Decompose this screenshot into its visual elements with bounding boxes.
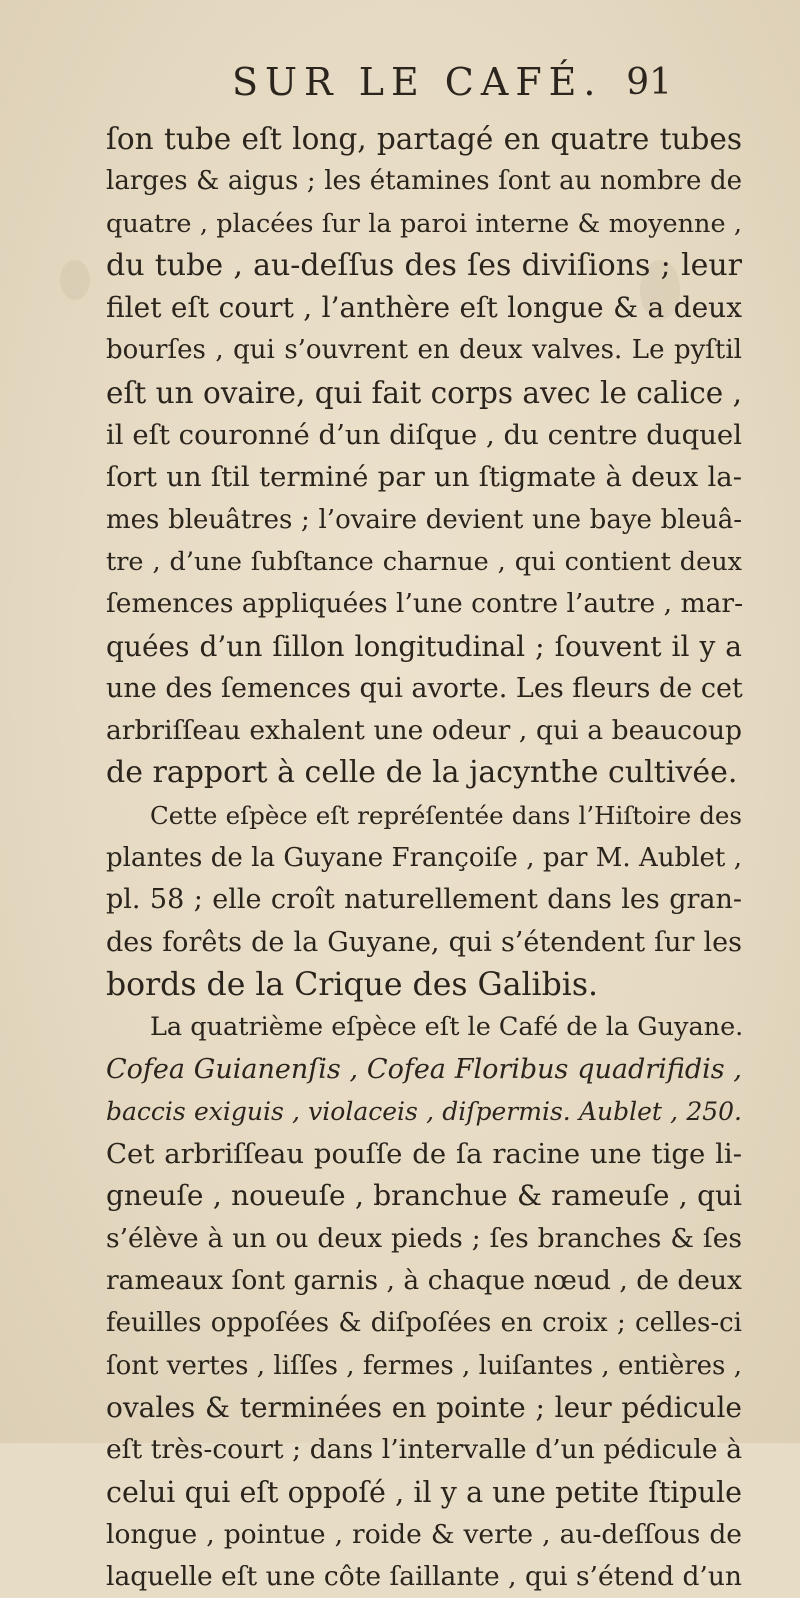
- text-line: filet eſt court , l’anthère eſt longue & a deux: [106, 291, 742, 325]
- page-number: 91: [626, 62, 672, 103]
- text-line: mes bleuâtres ; l’ovaire devient une baye bleuâ-: [106, 504, 742, 535]
- text-line: arbriſſeau exhalent une odeur , qui a beaucoup: [106, 715, 742, 747]
- paragraph-start-line: Cette eſpèce eſt repréſentée dans l’Hiſtoire des: [150, 800, 742, 830]
- text-line: ſemences appliquées l’une contre l’autre , mar-: [106, 588, 744, 620]
- running-head: SUR LE CAFÉ.: [232, 60, 603, 104]
- text-line: ſon tube eſt long, partagé en quatre tubes: [106, 122, 742, 156]
- text-line: eſt un ovaire, qui fait corps avec le calice ,: [106, 375, 742, 410]
- latin-name-line: baccis exiguis , violaceis , diſpermis. Aublet , 250.: [106, 1096, 742, 1126]
- text-line: tre , d’une ſubſtance charnue , qui contient deux: [106, 546, 742, 577]
- text-line: ſort un ſtil terminé par un ſtigmate à deux la-: [106, 461, 742, 494]
- text-line: du tube , au-deſſus des ſes diviſions ; leur: [106, 247, 742, 283]
- text-line: larges & aigus ; les étamines ſont au nombre de: [106, 166, 742, 197]
- body-text: [106, 118, 742, 1598]
- text-line: quées d’un ſillon longitudinal ; ſouvent il y a: [106, 629, 742, 663]
- text-line: s’élève à un ou deux pieds ; ſes branches & ſes: [106, 1222, 742, 1254]
- text-line: des forêts de la Guyane, qui s’étendent ſur les: [106, 926, 742, 958]
- text-line: Cet arbriſſeau pouſſe de ſa racine une tige li-: [106, 1138, 742, 1171]
- text-line: celui qui eſt oppoſé , il y a une petite ſtipule: [106, 1475, 742, 1509]
- text-line: feuilles oppoſées & diſpoſées en croix ; celles-ci: [106, 1308, 742, 1339]
- text-line: de rapport à celle de la jacynthe cultivée.: [106, 755, 738, 791]
- text-line: bords de la Crique des Galibis.: [106, 966, 599, 1003]
- text-line: longue , pointue , roide & verte , au-deſſous de: [106, 1518, 742, 1550]
- paper-stain: [60, 260, 90, 300]
- text-line: plantes de la Guyane Françoiſe , par M. Aublet ,: [106, 843, 742, 874]
- text-line: gneuſe , noueuſe , branchue & rameuſe , qui: [106, 1179, 742, 1213]
- text-line: rameaux ſont garnis , à chaque nœud , de deux: [106, 1265, 742, 1297]
- text-line: eſt très-court ; dans l’intervalle d’un pédicule à: [106, 1434, 742, 1466]
- text-line: une des ſemences qui avorte. Les fleurs de cet: [106, 672, 743, 704]
- text-line: il eſt couronné d’un diſque , du centre duquel: [106, 419, 742, 452]
- text-line: pl. 58 ; elle croît naturellement dans les gran-: [106, 884, 742, 916]
- latin-name-line: Cofea Guianenſis , Cofea Floribus quadrifidis ,: [106, 1053, 742, 1085]
- paragraph-start-line: La quatrième eſpèce eſt le Café de la Guyane.: [150, 1012, 744, 1043]
- page-header: [0, 60, 800, 110]
- text-line: laquelle eſt une côte ſaillante , qui s’étend d’un: [106, 1561, 742, 1593]
- text-line: ovales & terminées en pointe ; leur pédicule: [106, 1390, 742, 1424]
- text-line: quatre , placées ſur la paroi interne & moyenne ,: [106, 208, 742, 239]
- text-line: ſont vertes , liſſes , fermes , luiſantes , entières ,: [106, 1350, 742, 1381]
- text-line: bourſes , qui s’ouvrent en deux valves. Le pyſtil: [106, 335, 742, 366]
